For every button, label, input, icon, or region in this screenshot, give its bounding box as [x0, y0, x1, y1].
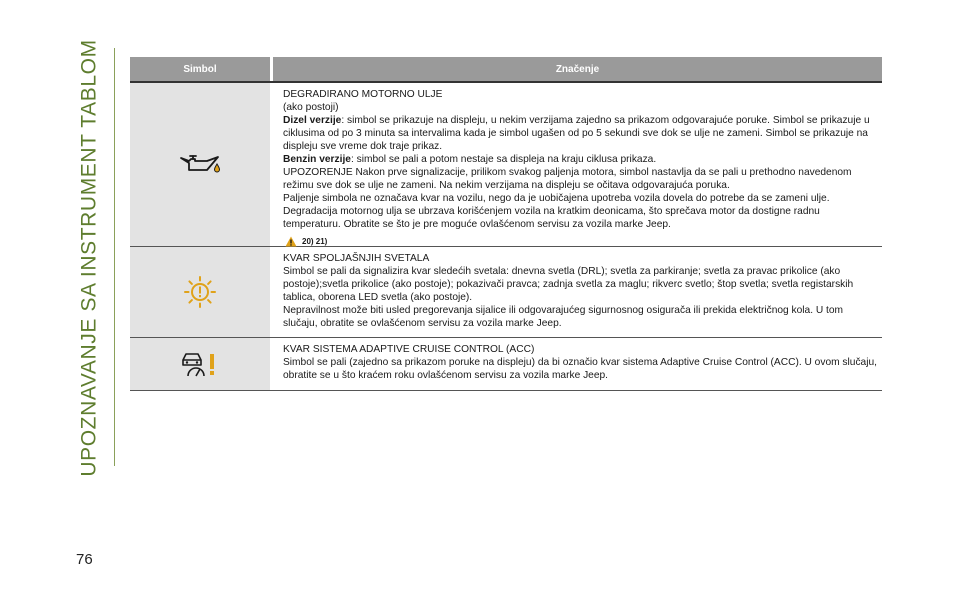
- table-row: [130, 338, 882, 391]
- row-text: Simbol se pali (zajedno sa prikazom poruke na displeju) da bi označio kvar sistema Adaptive Cruise Control (ACC). U ovom slučaju, obratite se u što kraćem roku ovlašćenom servisu za vozila marke Jeep.: [283, 356, 877, 381]
- row-text: Simbol se pali da signalizira kvar sledećih svetala: dnevna svetla (DRL); svetla za parkiranje; svetla za pravac prikolice (ako postoje);svetla prikolice (ako postoje); pokazivači pravca; zadnja svetla za maglu; rikverc svetlo; štop svetla; svetla registarskih tablica, oborena LED svetla (ako postoje).: [283, 265, 854, 303]
- extra-paragraph: Paljenje simbola ne označava kvar na vozilu, nego da je uobičajena upotreba vozila dovela do potrebe da se zameni ulje. Degradacija motornog ulja se ubrzava korišćenjem vozila na kratkim deonicama, što sprečava motor da dostigne radnu temperaturu. Obratite se što je pre moguće ovlašćenom servisu za vozila marke Jeep.: [283, 193, 830, 231]
- oil-can-icon: [179, 152, 221, 176]
- reference-numbers: 20) 21): [302, 236, 328, 246]
- symbol-table: [130, 57, 882, 391]
- header-meaning: Značenje: [555, 63, 600, 75]
- meaning-cell: [273, 247, 882, 337]
- table-row: [130, 83, 882, 247]
- warning-triangle-icon: [285, 236, 297, 247]
- petrol-label: Benzin verzije: [283, 153, 351, 165]
- row-subtitle: (ako postoji): [283, 101, 339, 113]
- row-text: Nepravilnost može biti usled pregorevanja sijalice ili odgovarajućeg sigurnosnog osigurača ili prekida električnog kola. U tom slučaju, obratite se ovlašćenom servisu za vozila marke Jeep.: [283, 304, 844, 329]
- warning-paragraph: UPOZORENJE Nakon prve signalizacije, prilikom svakog paljenja motora, simbol nastavlja da se pali u prethodno navedenom režimu sve dok se ulje ne zameni. Na nekim verzijama na displeju se očitava odgovarajuća poruka.: [283, 167, 852, 192]
- side-chapter-title: [70, 39, 110, 477]
- meaning-cell: [273, 83, 882, 246]
- petrol-text: : simbol se pali a potom nestaje sa displeja na kraju ciklusa prikaza.: [350, 153, 657, 165]
- meaning-cell: [273, 338, 882, 390]
- side-chapter-title-text: UPOZNAVANJE SA INSTRUMENT TABLOM: [78, 39, 102, 477]
- diesel-text: : simbol se prikazuje na displeju, u nekim verzijama zajedno sa prikazom odgovarajuće poruke. Simbol se prikazuje u ciklusima od po 3 minuta sa intervalima kada je simbol ugašen od po 5 sekundi sve dok se ulje ne zameni. Simbol se prikazuje na displeju sve vreme dok traje prikaz.: [283, 114, 870, 152]
- petrol-paragraph: [283, 153, 878, 166]
- header-symbol: Simbol: [183, 63, 217, 75]
- row-title: DEGRADIRANO MOTORNO ULJE: [283, 88, 443, 100]
- exterior-light-fault-icon: [183, 275, 217, 309]
- diesel-label: Dizel verzije: [283, 114, 342, 126]
- acc-fault-icon: [180, 350, 220, 378]
- row-title: KVAR SPOLJAŠNJIH SVETALA: [283, 252, 430, 264]
- table-header: [130, 57, 882, 81]
- side-divider: [114, 48, 115, 466]
- symbol-cell: [130, 338, 270, 390]
- symbol-cell: [130, 83, 270, 246]
- row-title: KVAR SISTEMA ADAPTIVE CRUISE CONTROL (ACC): [283, 343, 535, 355]
- page-number: 76: [76, 551, 93, 568]
- symbol-cell: [130, 247, 270, 337]
- diesel-paragraph: [283, 114, 878, 153]
- table-row: [130, 247, 882, 338]
